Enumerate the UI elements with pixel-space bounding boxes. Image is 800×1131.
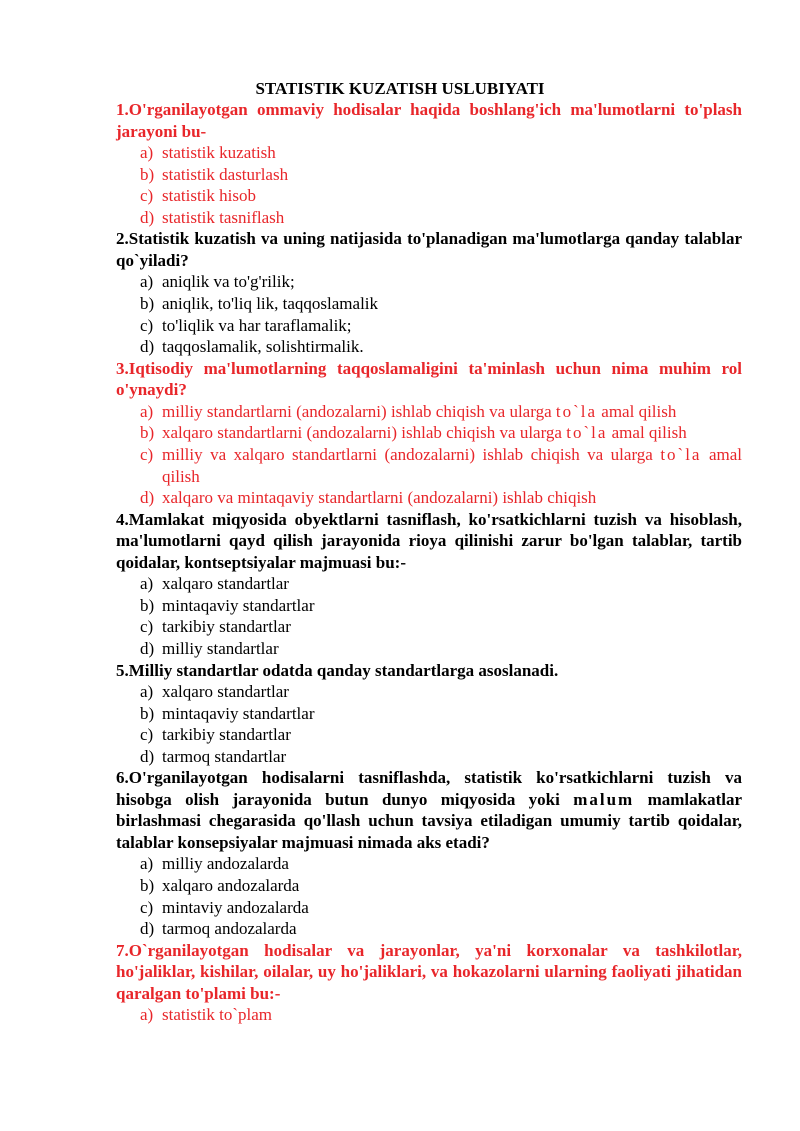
answer-option — [116, 573, 742, 595]
answer-options — [116, 401, 742, 509]
option-text: aniqlik, to'liq lik, taqqoslamalik — [162, 293, 379, 313]
option-text: aniqlik va to'g'rilik; — [162, 272, 295, 292]
answer-options — [116, 681, 742, 767]
option-text: milliy standartlar — [162, 639, 279, 658]
option-text: milliy standartlarni (andozalarni) ishlab chiqish va ularga — [162, 401, 556, 421]
answer-options — [116, 271, 742, 357]
answer-option — [116, 422, 742, 444]
answer-options — [116, 853, 742, 939]
option-letter: c) — [140, 897, 154, 917]
answer-option — [116, 207, 742, 229]
question-list — [116, 99, 742, 1026]
answer-option — [116, 336, 742, 358]
option-text: milliy va xalqaro standartlarni (andozalarni) ishlab chiqish va ularga — [162, 444, 661, 464]
option-text: statistik hisob — [162, 186, 256, 206]
answer-option — [116, 897, 742, 919]
option-letter: c) — [140, 617, 154, 637]
question-text: mamlakatlar birlashmasi chegarasida qo'llash uchun tavsiya etiladigan umumiy tartib qoidalar, talablar konsepsiyalar majmuasi nimada aks etadi? — [116, 789, 742, 852]
option-text: amal qilish — [162, 444, 742, 486]
question-text: 6.O'rganilayotgan hodisalarni tasniflashda, statistik ko'rsatkichlarni tuzish va hisobga olish jarayonida butun dunyo miqyosida yoki — [116, 768, 742, 809]
answer-option — [116, 1004, 742, 1026]
option-letter: a) — [140, 1005, 154, 1025]
option-text: statistik to`plam — [162, 1005, 273, 1025]
option-text: xalqaro standartlar — [162, 574, 289, 594]
answer-option — [116, 681, 742, 703]
option-letter: d) — [140, 746, 155, 766]
option-text: statistik kuzatish — [162, 143, 276, 162]
spaced-word: to`la — [660, 444, 702, 464]
option-letter: b) — [140, 876, 155, 896]
question-1: 1.O'rganilayotgan ommaviy hodisalar haqida boshlang'ich ma'lumotlarni to'plash jarayoni bu- — [116, 100, 742, 141]
option-letter: b) — [140, 595, 155, 615]
option-letter: a) — [140, 143, 154, 162]
option-text: tarkibiy standartlar — [162, 725, 291, 745]
option-letter: d) — [140, 337, 155, 357]
answer-option — [116, 616, 742, 638]
answer-option — [116, 487, 742, 509]
spaced-word: to`la — [555, 401, 598, 421]
answer-option — [116, 293, 742, 315]
option-letter: c) — [140, 444, 154, 464]
option-letter: d) — [140, 207, 155, 227]
question-2: 2.Statistik kuzatish va uning natijasida to'planadigan ma'lumotlarga qanday talablar qo`yiladi? — [116, 229, 742, 270]
answer-option — [116, 401, 742, 423]
option-text: amal qilish — [607, 423, 687, 443]
option-letter: b) — [140, 423, 155, 443]
answer-options — [116, 1004, 742, 1026]
answer-option — [116, 164, 742, 186]
option-letter: d) — [140, 488, 155, 508]
option-letter: d) — [140, 919, 155, 939]
option-text: statistik dasturlash — [162, 164, 289, 184]
answer-option — [116, 595, 742, 617]
answer-option — [116, 142, 742, 164]
option-letter: c) — [140, 315, 154, 335]
option-letter: c) — [140, 186, 154, 206]
answer-option — [116, 703, 742, 725]
answer-option — [116, 918, 742, 940]
answer-option — [116, 875, 742, 897]
option-letter: a) — [140, 574, 154, 594]
option-text: tarkibiy standartlar — [162, 617, 291, 637]
answer-option — [116, 853, 742, 875]
option-text: xalqaro standartlar — [162, 682, 289, 702]
answer-option — [116, 185, 742, 207]
spaced-word: malum — [573, 789, 635, 809]
option-letter: b) — [140, 293, 155, 313]
option-text: xalqaro andozalarda — [162, 876, 300, 896]
option-text: milliy andozalarda — [162, 854, 289, 874]
answer-option — [116, 724, 742, 746]
document-title: STATISTIK KUZATISH USLUBIYATI — [255, 79, 545, 98]
question-5: 5.Milliy standartlar odatda qanday standartlarga asoslanadi. — [116, 660, 559, 680]
answer-option — [116, 746, 742, 768]
question-7: 7.O`rganilayotgan hodisalar va jarayonlar, ya'ni korxonalar va tashkilotlar, ho'jaliklar, kishilar, oilalar, uy ho'jaliklari, va hokazolarni ularning faoliyati jihatidan qaralgan to'plami bu:- — [116, 940, 742, 1003]
question-3: 3.Iqtisodiy ma'lumotlarning taqqoslamaligini ta'minlash uchun nima muhim rol o'ynaydi? — [116, 358, 742, 400]
option-letter: a) — [140, 272, 154, 292]
answer-option — [116, 315, 742, 337]
answer-options — [116, 142, 742, 228]
option-letter: a) — [140, 682, 154, 702]
question-4: 4.Mamlakat miqyosida obyektlarni tasniflash, ko'rsatkichlarni tuzish va hisoblash, ma'lumotlarni qayd qilish jarayonida rioya qilinishi zarur bo'lgan talablar, tartib qoidalar, kontseptsiyalar majmuasi bu:- — [116, 509, 742, 572]
option-letter: b) — [140, 703, 155, 723]
option-letter: a) — [140, 854, 154, 874]
option-text: taqqoslamalik, solishtirmalik. — [162, 337, 364, 357]
option-text: tarmoq andozalarda — [162, 919, 297, 939]
question-6 — [116, 767, 742, 853]
option-text: xalqaro standartlarni (andozalarni) ishlab chiqish va ularga — [162, 423, 567, 443]
option-text: mintaqaviy standartlar — [162, 595, 315, 615]
answer-option — [116, 638, 742, 660]
option-letter: d) — [140, 639, 155, 658]
option-letter: b) — [140, 164, 155, 184]
option-text: amal qilish — [597, 401, 677, 421]
option-text: statistik tasniflash — [162, 207, 285, 227]
option-text: mintaqaviy standartlar — [162, 703, 315, 723]
option-text: to'liqlik va har taraflamalik; — [162, 315, 352, 335]
option-text: tarmoq standartlar — [162, 746, 287, 766]
option-text: mintaviy andozalarda — [162, 897, 309, 917]
answer-options — [116, 573, 742, 659]
option-letter: c) — [140, 725, 154, 745]
spaced-word: to`la — [566, 423, 608, 443]
answer-option — [116, 271, 742, 293]
answer-option — [116, 444, 742, 487]
option-text: xalqaro va mintaqaviy standartlarni (andozalarni) ishlab chiqish — [162, 488, 597, 508]
option-letter: a) — [140, 401, 154, 421]
